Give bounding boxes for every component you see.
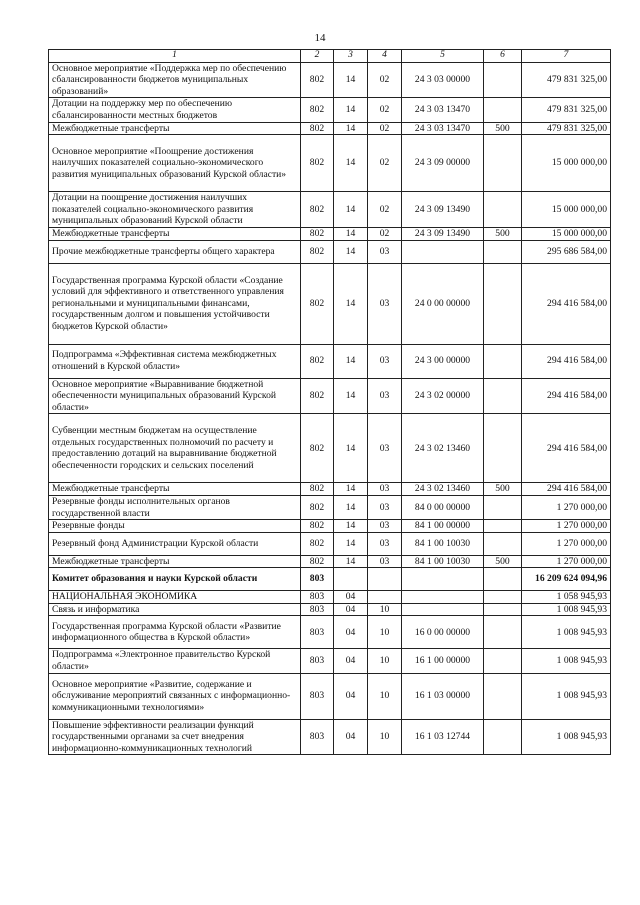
table-row <box>49 555 611 568</box>
row-amount: 294 416 584,00 <box>522 483 611 496</box>
row-expense-type <box>484 616 522 649</box>
row-name: Межбюджетные трансферты <box>49 483 301 496</box>
column-header: 4 <box>368 50 402 63</box>
row-name: Межбюджетные трансферты <box>49 555 301 568</box>
table-row <box>49 495 611 519</box>
table-row <box>49 135 611 192</box>
row-subsection-code: 03 <box>368 483 402 496</box>
row-expense-type <box>484 263 522 344</box>
row-section-code: 04 <box>334 649 368 673</box>
column-header: 3 <box>334 50 368 63</box>
row-amount: 16 209 624 094,96 <box>522 568 611 591</box>
row-amount: 1 008 945,93 <box>522 673 611 719</box>
column-header: 6 <box>484 50 522 63</box>
budget-table <box>48 49 611 755</box>
row-expense-type <box>484 520 522 533</box>
row-subsection-code <box>368 568 402 591</box>
row-amount: 1 058 945,93 <box>522 591 611 604</box>
row-expense-type <box>484 495 522 519</box>
row-target-code: 16 1 00 00000 <box>402 649 484 673</box>
row-name: Связь и информатика <box>49 603 301 616</box>
column-header: 1 <box>49 50 301 63</box>
row-expense-type <box>484 568 522 591</box>
row-ved-code: 802 <box>301 240 334 263</box>
row-expense-type <box>484 192 522 228</box>
row-section-code: 14 <box>334 495 368 519</box>
row-subsection-code: 02 <box>368 98 402 122</box>
row-target-code: 24 3 03 13470 <box>402 98 484 122</box>
column-header: 7 <box>522 50 611 63</box>
row-target-code: 16 0 00 00000 <box>402 616 484 649</box>
table-row <box>49 719 611 755</box>
row-target-code: 24 3 09 13490 <box>402 227 484 240</box>
row-ved-code: 802 <box>301 483 334 496</box>
row-subsection-code: 10 <box>368 603 402 616</box>
row-subsection-code: 10 <box>368 719 402 755</box>
row-target-code: 24 3 02 00000 <box>402 378 484 414</box>
row-section-code: 14 <box>334 414 368 483</box>
row-ved-code: 803 <box>301 673 334 719</box>
row-subsection-code: 10 <box>368 649 402 673</box>
row-name: Резервные фонды <box>49 520 301 533</box>
table-row <box>49 649 611 673</box>
row-target-code: 24 3 02 13460 <box>402 483 484 496</box>
row-ved-code: 803 <box>301 616 334 649</box>
row-ved-code: 802 <box>301 135 334 192</box>
row-ved-code: 802 <box>301 98 334 122</box>
row-ved-code: 802 <box>301 344 334 378</box>
table-row <box>49 616 611 649</box>
table-body <box>49 50 611 755</box>
table-row <box>49 122 611 135</box>
row-expense-type <box>484 649 522 673</box>
table-row <box>49 263 611 344</box>
row-subsection-code: 03 <box>368 344 402 378</box>
row-expense-type <box>484 532 522 555</box>
row-name: Комитет образования и науки Курской области <box>49 568 301 591</box>
row-section-code: 14 <box>334 532 368 555</box>
row-ved-code: 803 <box>301 649 334 673</box>
table-row <box>49 378 611 414</box>
row-amount: 1 008 945,93 <box>522 603 611 616</box>
row-amount: 15 000 000,00 <box>522 135 611 192</box>
row-expense-type <box>484 98 522 122</box>
row-ved-code: 802 <box>301 378 334 414</box>
row-subsection-code: 02 <box>368 135 402 192</box>
row-subsection-code: 10 <box>368 673 402 719</box>
row-name: Прочие межбюджетные трансферты общего характера <box>49 240 301 263</box>
row-section-code: 14 <box>334 344 368 378</box>
row-name: Подпрограмма «Эффективная система межбюджетных отношений в Курской области» <box>49 344 301 378</box>
row-ved-code: 802 <box>301 414 334 483</box>
row-ved-code: 802 <box>301 227 334 240</box>
row-amount: 1 270 000,00 <box>522 555 611 568</box>
row-expense-type <box>484 414 522 483</box>
row-amount: 294 416 584,00 <box>522 344 611 378</box>
row-name: Государственная программа Курской области «Создание условий для эффективного и ответственного управления региональными и муниципальными финансами, государственным долгом и повышения устойчивости бюджетов Курской области» <box>49 263 301 344</box>
row-expense-type <box>484 344 522 378</box>
table-row <box>49 591 611 604</box>
row-expense-type <box>484 62 522 98</box>
row-section-code: 14 <box>334 378 368 414</box>
row-section-code: 14 <box>334 240 368 263</box>
table-row <box>49 240 611 263</box>
row-section-code: 14 <box>334 263 368 344</box>
row-name: Дотации на поощрение достижения наилучших показателей социально-экономического развития муниципальных образований Курской области <box>49 192 301 228</box>
row-section-code: 14 <box>334 227 368 240</box>
row-subsection-code: 03 <box>368 532 402 555</box>
row-ved-code: 803 <box>301 603 334 616</box>
table-row <box>49 603 611 616</box>
row-expense-type <box>484 591 522 604</box>
row-section-code: 04 <box>334 673 368 719</box>
table-row <box>49 568 611 591</box>
row-ved-code: 802 <box>301 555 334 568</box>
row-amount: 1 008 945,93 <box>522 719 611 755</box>
row-amount: 1 270 000,00 <box>522 495 611 519</box>
row-ved-code: 802 <box>301 520 334 533</box>
row-section-code: 14 <box>334 122 368 135</box>
row-subsection-code: 02 <box>368 122 402 135</box>
table-row <box>49 62 611 98</box>
row-amount: 479 831 325,00 <box>522 122 611 135</box>
row-target-code: 24 0 00 00000 <box>402 263 484 344</box>
row-ved-code: 802 <box>301 62 334 98</box>
page-number: 14 <box>314 32 326 44</box>
row-target-code: 24 3 09 13490 <box>402 192 484 228</box>
row-amount: 1 008 945,93 <box>522 616 611 649</box>
row-expense-type <box>484 719 522 755</box>
column-header: 5 <box>402 50 484 63</box>
row-name: Повышение эффективности реализации функций государственными органами за счет внедрения информационно-коммуникационных технологий <box>49 719 301 755</box>
row-target-code: 24 3 03 00000 <box>402 62 484 98</box>
table-row <box>49 192 611 228</box>
row-subsection-code: 03 <box>368 555 402 568</box>
table-row <box>49 520 611 533</box>
row-subsection-code: 03 <box>368 263 402 344</box>
row-target-code <box>402 591 484 604</box>
row-amount: 294 416 584,00 <box>522 414 611 483</box>
row-name: Резервный фонд Администрации Курской области <box>49 532 301 555</box>
row-name: Основное мероприятие «Развитие, содержание и обслуживание мероприятий связанных с информационно-коммуникационными технологиями» <box>49 673 301 719</box>
row-target-code: 24 3 02 13460 <box>402 414 484 483</box>
row-amount: 479 831 325,00 <box>522 98 611 122</box>
row-amount: 294 416 584,00 <box>522 378 611 414</box>
row-ved-code: 802 <box>301 122 334 135</box>
row-name: Межбюджетные трансферты <box>49 122 301 135</box>
table-row <box>49 532 611 555</box>
row-target-code <box>402 568 484 591</box>
row-name: Подпрограмма «Электронное правительство Курской области» <box>49 649 301 673</box>
row-subsection-code: 02 <box>368 192 402 228</box>
row-target-code <box>402 603 484 616</box>
row-name: Межбюджетные трансферты <box>49 227 301 240</box>
row-section-code: 14 <box>334 98 368 122</box>
row-expense-type <box>484 673 522 719</box>
row-name: Основное мероприятие «Поощрение достижения наилучших показателей социально-экономического развития муниципальных образований Курской области» <box>49 135 301 192</box>
row-subsection-code: 03 <box>368 520 402 533</box>
row-section-code: 14 <box>334 483 368 496</box>
row-amount: 1 270 000,00 <box>522 532 611 555</box>
row-target-code: 24 3 03 13470 <box>402 122 484 135</box>
row-subsection-code: 02 <box>368 227 402 240</box>
table-row <box>49 673 611 719</box>
row-expense-type <box>484 135 522 192</box>
table-row <box>49 483 611 496</box>
row-target-code <box>402 240 484 263</box>
row-amount: 15 000 000,00 <box>522 227 611 240</box>
row-subsection-code: 10 <box>368 616 402 649</box>
row-section-code: 04 <box>334 719 368 755</box>
row-section-code: 14 <box>334 555 368 568</box>
row-section-code: 04 <box>334 603 368 616</box>
row-expense-type <box>484 378 522 414</box>
row-amount: 479 831 325,00 <box>522 62 611 98</box>
row-section-code: 14 <box>334 192 368 228</box>
row-target-code: 16 1 03 12744 <box>402 719 484 755</box>
row-name: Резервные фонды исполнительных органов государственной власти <box>49 495 301 519</box>
row-subsection-code <box>368 591 402 604</box>
row-name: НАЦИОНАЛЬНАЯ ЭКОНОМИКА <box>49 591 301 604</box>
row-section-code: 14 <box>334 135 368 192</box>
row-amount: 1 270 000,00 <box>522 520 611 533</box>
row-target-code: 84 1 00 00000 <box>402 520 484 533</box>
row-subsection-code: 02 <box>368 62 402 98</box>
row-target-code: 24 3 09 00000 <box>402 135 484 192</box>
row-ved-code: 802 <box>301 495 334 519</box>
row-section-code <box>334 568 368 591</box>
row-ved-code: 803 <box>301 568 334 591</box>
row-section-code: 14 <box>334 520 368 533</box>
row-expense-type: 500 <box>484 483 522 496</box>
row-name: Основное мероприятие «Выравнивание бюджетной обеспеченности муниципальных образований Курской области» <box>49 378 301 414</box>
table-row <box>49 98 611 122</box>
row-target-code: 16 1 03 00000 <box>402 673 484 719</box>
row-expense-type <box>484 240 522 263</box>
row-name: Государственная программа Курской области «Развитие информационного общества в Курской области» <box>49 616 301 649</box>
row-expense-type: 500 <box>484 122 522 135</box>
row-amount: 294 416 584,00 <box>522 263 611 344</box>
row-amount: 1 008 945,93 <box>522 649 611 673</box>
row-target-code: 84 1 00 10030 <box>402 532 484 555</box>
table-row <box>49 344 611 378</box>
row-name: Дотации на поддержку мер по обеспечению сбалансированности местных бюджетов <box>49 98 301 122</box>
row-amount: 15 000 000,00 <box>522 192 611 228</box>
row-name: Основное мероприятие «Поддержка мер по обеспечению сбалансированности бюджетов муниципальных образований» <box>49 62 301 98</box>
row-expense-type <box>484 603 522 616</box>
row-section-code: 04 <box>334 591 368 604</box>
column-header: 2 <box>301 50 334 63</box>
row-ved-code: 802 <box>301 532 334 555</box>
row-section-code: 04 <box>334 616 368 649</box>
row-subsection-code: 03 <box>368 495 402 519</box>
row-ved-code: 802 <box>301 192 334 228</box>
table-row <box>49 227 611 240</box>
row-section-code: 14 <box>334 62 368 98</box>
row-subsection-code: 03 <box>368 414 402 483</box>
row-target-code: 84 0 00 00000 <box>402 495 484 519</box>
row-expense-type: 500 <box>484 555 522 568</box>
table-row <box>49 414 611 483</box>
row-target-code: 24 3 00 00000 <box>402 344 484 378</box>
row-amount: 295 686 584,00 <box>522 240 611 263</box>
row-subsection-code: 03 <box>368 378 402 414</box>
row-name: Субвенции местным бюджетам на осуществление отдельных государственных полномочий по расчету и предоставлению дотаций на выравнивание бюджетной обеспеченности городских и сельских поселений <box>49 414 301 483</box>
row-expense-type: 500 <box>484 227 522 240</box>
header-row <box>49 50 611 63</box>
row-ved-code: 802 <box>301 263 334 344</box>
row-target-code: 84 1 00 10030 <box>402 555 484 568</box>
row-ved-code: 803 <box>301 591 334 604</box>
row-ved-code: 803 <box>301 719 334 755</box>
row-subsection-code: 03 <box>368 240 402 263</box>
